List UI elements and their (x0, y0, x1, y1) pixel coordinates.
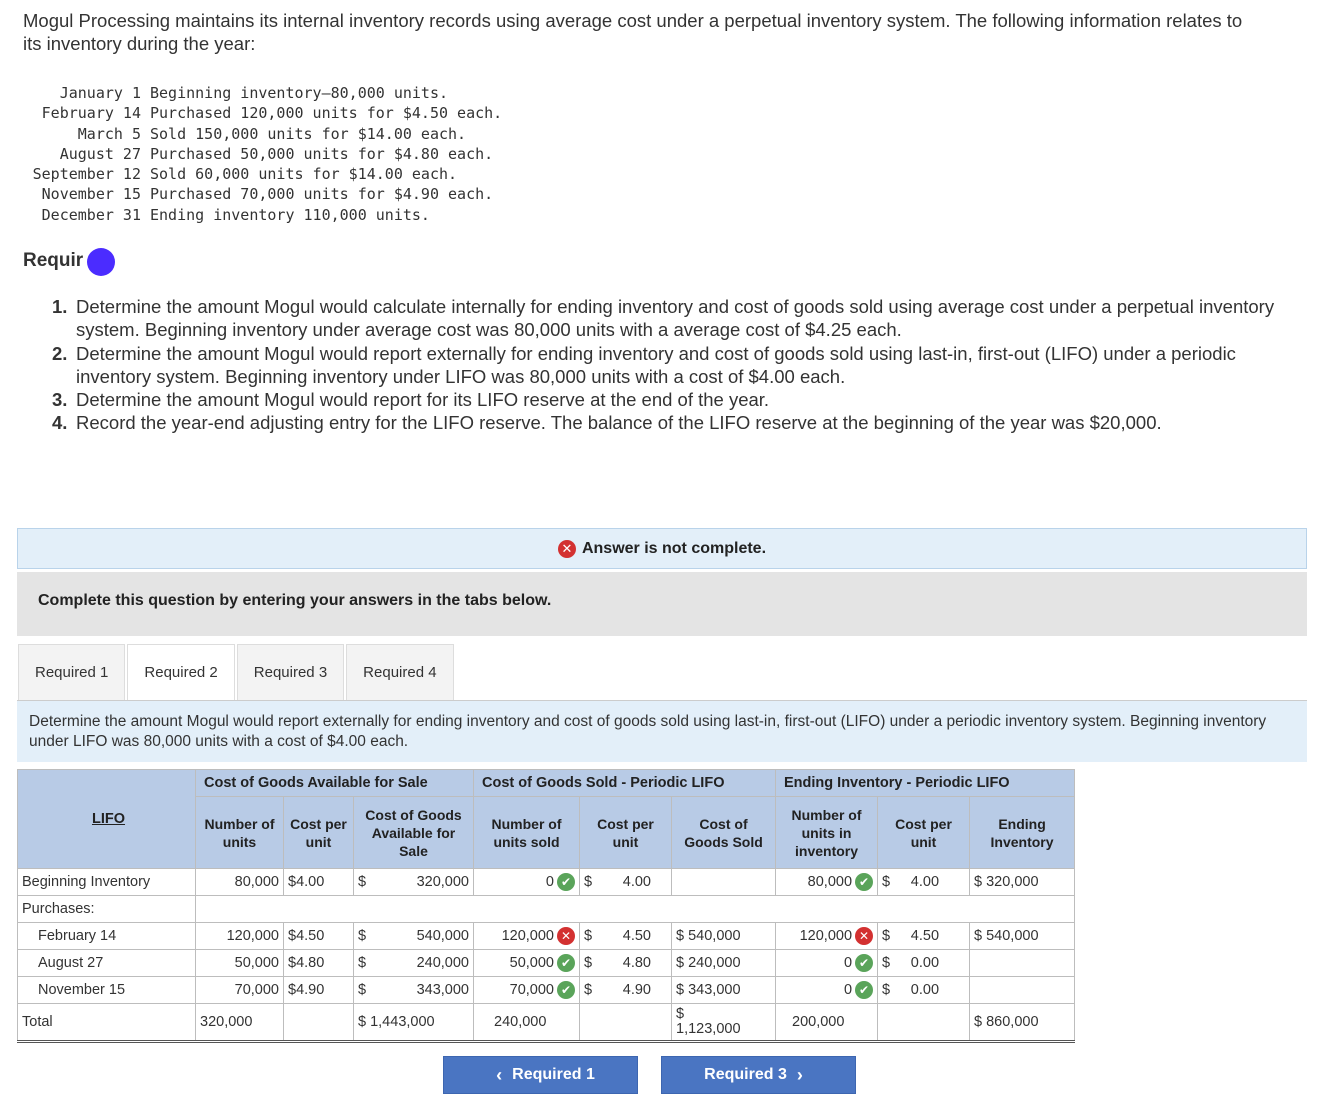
prev-button[interactable] (443, 1056, 638, 1094)
x-icon: ✕ (557, 927, 575, 945)
cell-sold-cost (580, 923, 672, 950)
input-units-in-inventory[interactable] (776, 923, 878, 950)
requirement-number: 3. (52, 389, 68, 411)
cell-ending: $ 320,000 (970, 869, 1075, 896)
available-group-header: Cost of Goods Available for Sale (196, 770, 474, 797)
event-list (23, 83, 502, 225)
answer-status-bar (17, 528, 1307, 569)
currency-symbol: $ (358, 928, 367, 944)
empty-cell (580, 1004, 672, 1042)
requirement-number: 2. (52, 342, 68, 364)
cell-sold-cost (580, 950, 672, 977)
x-icon: ✕ (558, 540, 576, 558)
lifo-link[interactable]: LIFO (91, 811, 126, 827)
event-date: March 5 (77, 124, 141, 143)
cell-inv-cost (878, 950, 970, 977)
cell-units: 80,000 (196, 869, 284, 896)
amount: 4.00 (910, 874, 940, 890)
units-sold-header: Number of units sold (474, 797, 580, 869)
event-desc: Purchased 70,000 units for $4.90 each. (150, 185, 494, 204)
input-cogs[interactable]: $ 540,000 (672, 923, 776, 950)
amount: 4.50 (910, 928, 940, 944)
inv-cost-per-unit-header: Cost per unit (878, 797, 970, 869)
cell-units: 320,000 (196, 1004, 284, 1042)
requirement-item (52, 411, 1277, 434)
event-desc: Ending inventory 110,000 units. (150, 205, 430, 224)
event-date: January 1 (59, 84, 141, 102)
table-row-purchases (18, 896, 1075, 923)
event-row (23, 144, 502, 164)
table-row-feb (18, 923, 1075, 950)
ending-inventory-header: Ending Inventory (970, 797, 1075, 869)
next-button-label: Required 3 (704, 1066, 787, 1083)
check-icon: ✔ (557, 981, 575, 999)
ending-group-header: Ending Inventory - Periodic LIFO (776, 770, 1075, 797)
value: 0 (545, 873, 554, 890)
requirement-text: Determine the amount Mogul would report for its LIFO reserve at the end of the year. (76, 389, 770, 411)
row-label: February 14 (18, 923, 196, 950)
requirement-number: 1. (52, 296, 68, 317)
input-total-cogs[interactable] (672, 1004, 776, 1042)
event-date: November 15 (41, 185, 141, 204)
input-units-sold[interactable] (474, 923, 580, 950)
cell-cost: $4.90 (284, 977, 354, 1004)
event-date: December 31 (41, 205, 141, 224)
cost-per-unit-header: Cost per unit (284, 797, 354, 869)
value: 70,000 (509, 981, 554, 998)
currency-symbol: $ (358, 955, 367, 971)
amount: 0.00 (910, 982, 940, 998)
tab-bar (18, 644, 456, 701)
currency-symbol: $ (584, 982, 593, 998)
event-desc: Sold 150,000 units for $14.00 each. (150, 124, 467, 143)
cell-inv-cost (878, 869, 970, 896)
event-row (23, 205, 502, 225)
input-total-ending[interactable]: $ 860,000 (970, 1004, 1075, 1042)
input-units-in-inventory[interactable] (776, 950, 878, 977)
row-label: November 15 (18, 977, 196, 1004)
cell-available: $ 1,443,000 (354, 1004, 474, 1042)
check-icon: ✔ (855, 954, 873, 972)
event-row (23, 164, 502, 184)
event-desc: Purchased 120,000 units for $4.50 each. (150, 104, 503, 123)
check-icon: ✔ (557, 954, 575, 972)
amount: 320,000 (416, 874, 469, 890)
value: 50,000 (509, 954, 554, 971)
chevron-right-icon: › (796, 1064, 803, 1085)
input-total-units-sold[interactable]: 240,000 (474, 1004, 580, 1042)
check-icon: ✔ (855, 873, 873, 891)
next-button[interactable] (661, 1056, 856, 1094)
value: 120,000 (501, 927, 554, 944)
input-units-in-inventory[interactable] (776, 869, 878, 896)
empty-cell (196, 896, 1075, 923)
tab-instruction: Determine the amount Mogul would report externally for ending inventory and cost of goods sold using last-in, first-out (LIFO) under a periodic inventory system. Beginning inventory under LIFO was 80,000 units with a cost of $4.00 each. (17, 701, 1307, 762)
cell-available (354, 869, 474, 896)
currency-symbol: $ (882, 982, 891, 998)
cell-available (354, 977, 474, 1004)
input-ending[interactable]: $ 540,000 (970, 923, 1075, 950)
input-units-sold[interactable] (474, 950, 580, 977)
cell-available (354, 923, 474, 950)
input-cogs[interactable]: $ 343,000 (672, 977, 776, 1004)
amount: 4.00 (622, 874, 651, 890)
table-row-beginning (18, 869, 1075, 896)
input-cogs[interactable]: $ 240,000 (672, 950, 776, 977)
event-date: August 27 (59, 144, 141, 163)
tab-required-1[interactable]: Required 1 (18, 644, 125, 701)
cell-cost: $4.80 (284, 950, 354, 977)
value: 120,000 (799, 927, 853, 944)
table-row-aug (18, 950, 1075, 977)
value: 80,000 (807, 873, 853, 890)
amount: 0.00 (910, 955, 940, 971)
cell-sold-cost (580, 869, 672, 896)
chevron-left-icon: ‹ (496, 1064, 503, 1085)
cogs-header: Cost of Goods Sold (672, 797, 776, 869)
amount: 540,000 (416, 928, 469, 944)
tab-required-3[interactable]: Required 3 (237, 644, 344, 701)
lifo-table (17, 769, 1075, 1043)
sold-cost-per-unit-header: Cost per unit (580, 797, 672, 869)
empty-cell (878, 1004, 970, 1042)
problem-intro: Mogul Processing maintains its internal inventory records using average cost under a perpetual inventory system. The following information relates to its inventory during the year: (23, 10, 1243, 54)
required-heading: Requir (23, 250, 84, 271)
tab-required-2[interactable]: Required 2 (127, 644, 234, 701)
group-header-row (18, 770, 1075, 797)
cell-units: 120,000 (196, 923, 284, 950)
event-row (23, 124, 502, 144)
event-desc: Beginning inventory—80,000 units. (150, 84, 449, 102)
input-total-units-in-inventory[interactable]: 200,000 (776, 1004, 878, 1042)
currency-symbol: $ (584, 928, 593, 944)
cogafs-header: Cost of Goods Available for Sale (354, 797, 474, 869)
event-row (23, 184, 502, 204)
requirement-item (52, 295, 1277, 342)
num-units-header: Number of units (196, 797, 284, 869)
value: 0 (843, 981, 853, 998)
cell-sold-cost (580, 977, 672, 1004)
tab-required-4[interactable]: Required 4 (346, 644, 453, 701)
row-label: August 27 (18, 950, 196, 977)
input-ending[interactable] (970, 977, 1075, 1004)
value: 0 (843, 954, 853, 971)
cell-inv-cost (878, 923, 970, 950)
event-date: February 14 (41, 104, 141, 123)
cell-inv-cost (878, 977, 970, 1004)
input-cogs[interactable] (672, 869, 776, 896)
requirement-text: Determine the amount Mogul would calculate internally for ending inventory and cost of goods sold using average cost under a perpetual inventory system. Beginning inventory under average cost was 80,000 units with a average cost of $4.25 each. (76, 296, 1275, 341)
currency-symbol: $ (358, 874, 367, 890)
lifo-header (18, 770, 196, 869)
row-label: Total (18, 1004, 196, 1042)
input-units-in-inventory[interactable] (776, 977, 878, 1004)
requirement-number: 4. (52, 412, 68, 434)
requirement-item (52, 342, 1277, 389)
event-row (23, 103, 502, 123)
amount: 240,000 (416, 955, 469, 971)
sold-group-header: Cost of Goods Sold - Periodic LIFO (474, 770, 776, 797)
cell-cost: $4.00 (284, 869, 354, 896)
amount: 4.90 (622, 982, 651, 998)
prev-button-label: Required 1 (512, 1066, 595, 1083)
cell-cost: $4.50 (284, 923, 354, 950)
table-row-nov (18, 977, 1075, 1004)
requirement-text: Determine the amount Mogul would report externally for ending inventory and cost of goods sold using last-in, first-out (LIFO) under a periodic inventory system. Beginning inventory under LIFO was 80,000 units with a cost of $4.00 each. (76, 342, 1236, 387)
currency-symbol: $ (882, 955, 891, 971)
currency-symbol: $ (676, 1006, 685, 1022)
amount: 343,000 (416, 982, 469, 998)
input-ending[interactable] (970, 950, 1075, 977)
currency-symbol: $ (882, 874, 891, 890)
currency-symbol: $ (584, 955, 593, 971)
amount: 4.80 (622, 955, 651, 971)
table-row-total (18, 1004, 1075, 1042)
requirement-item (52, 388, 1277, 411)
requirement-text: Record the year-end adjusting entry for the LIFO reserve. The balance of the LIFO reserve at the beginning of the year was $20,000. (76, 412, 1162, 434)
cell-units: 50,000 (196, 950, 284, 977)
input-units-sold[interactable] (474, 977, 580, 1004)
currency-symbol: $ (358, 982, 367, 998)
input-units-sold[interactable] (474, 869, 580, 896)
empty-cell (284, 1004, 354, 1042)
amount: 4.50 (622, 928, 651, 944)
event-desc: Sold 60,000 units for $14.00 each. (150, 165, 458, 184)
currency-symbol: $ (882, 928, 891, 944)
complete-prompt: Complete this question by entering your answers in the tabs below. (17, 572, 1307, 636)
currency-symbol: $ (584, 874, 593, 890)
event-desc: Purchased 50,000 units for $4.80 each. (150, 144, 494, 163)
x-icon: ✕ (855, 927, 873, 945)
cursor-dot (87, 248, 115, 276)
row-label: Beginning Inventory (18, 869, 196, 896)
check-icon: ✔ (557, 873, 575, 891)
check-icon: ✔ (855, 981, 873, 999)
amount: 1,123,000 (676, 1021, 741, 1037)
units-in-inventory-header: Number of units in inventory (776, 797, 878, 869)
requirements-list (52, 295, 1277, 435)
row-label: Purchases: (18, 896, 196, 923)
event-date: September 12 (32, 165, 141, 184)
answer-status-text: Answer is not complete. (581, 539, 767, 557)
cell-available (354, 950, 474, 977)
cell-units: 70,000 (196, 977, 284, 1004)
event-row (23, 83, 502, 103)
